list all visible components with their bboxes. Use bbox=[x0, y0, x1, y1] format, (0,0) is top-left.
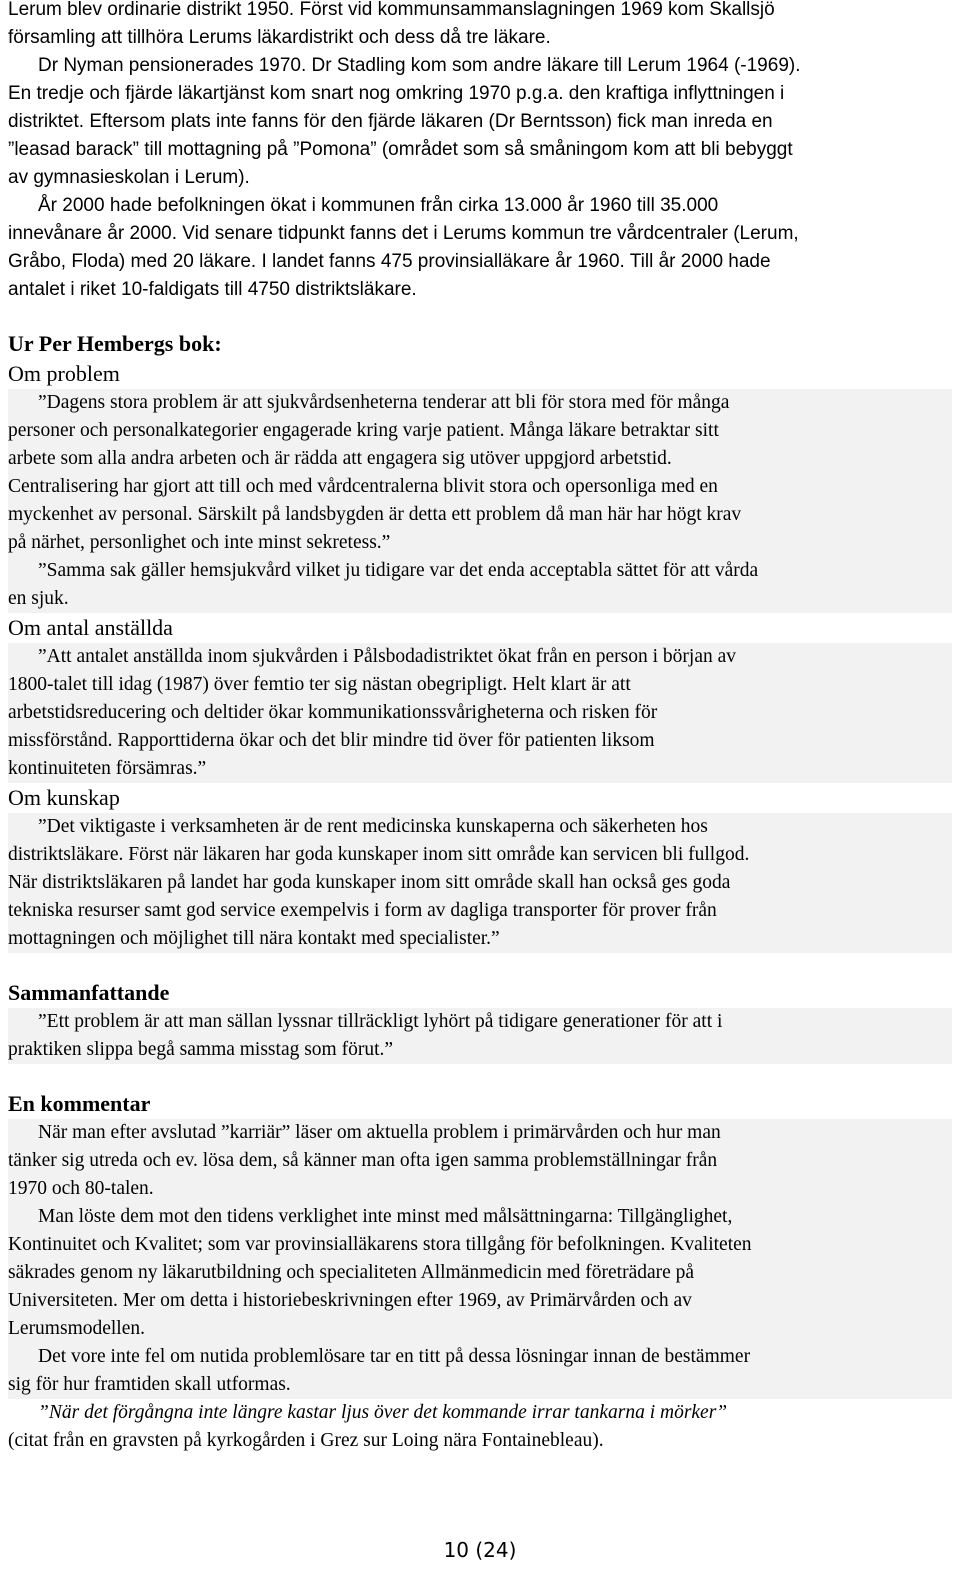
text-line: tänker sig utreda och ev. lösa dem, så känner man ofta igen samma problemställningar från bbox=[8, 1150, 718, 1171]
text-line: personer och personalkategorier engagerade kring varje patient. Många läkare betraktar sitt bbox=[8, 420, 719, 441]
text-line: ”Ett problem är att man sällan lyssnar tillräckligt lyhört på tidigare generationer för att i bbox=[38, 1011, 723, 1032]
text-line: En tredje och fjärde läkartjänst kom snart nog omkring 1970 p.g.a. den kraftiga inflyttningen i bbox=[8, 83, 785, 104]
section-heading: Sammanfattande bbox=[8, 980, 170, 1005]
section-heading: En kommentar bbox=[8, 1091, 151, 1116]
document-page bbox=[8, 0, 952, 1455]
text-line: antalet i riket 10-faldigats till 4750 distriktsläkare. bbox=[8, 279, 417, 300]
text-line: År 2000 hade befolkningen ökat i kommunen från cirka 13.000 år 1960 till 35.000 bbox=[38, 195, 719, 216]
text-line: När man efter avslutad ”karriär” läser om aktuella problem i primärvården och hur man bbox=[38, 1122, 721, 1143]
text-line: sig för hur framtiden skall utformas. bbox=[8, 1374, 291, 1395]
text-line: tekniska resurser samt god service exempelvis i form av dagliga transporter för prover från bbox=[8, 900, 717, 921]
subheading: Om kunskap bbox=[8, 785, 120, 810]
gravestone-quote: ”När det förgångna inte längre kastar ljus över det kommande irrar tankarna i mörker” bbox=[38, 1402, 728, 1423]
text-line: missförstånd. Rapporttiderna ökar och det blir mindre tid över för patienten liksom bbox=[8, 730, 655, 751]
text-line: Lerumsmodellen. bbox=[8, 1318, 146, 1339]
comment-block bbox=[8, 1119, 952, 1399]
text-line: Universiteten. Mer om detta i historiebeskrivningen efter 1969, av Primärvården och av bbox=[8, 1290, 692, 1311]
text-line: mottagningen och möjlighet till nära kontakt med specialister.” bbox=[8, 928, 500, 949]
text-span: distriktet. bbox=[8, 111, 85, 132]
text-span: Eftersom plats inte fanns för den fjärde läkaren (Dr Berntsson) fick man inreda en bbox=[89, 111, 773, 132]
quote-block bbox=[8, 389, 952, 613]
text-line: Kontinuitet och Kvalitet; som var provinsialläkarens stora tillgång för befolkningen. Kvaliteten bbox=[8, 1234, 752, 1255]
text-line: När distriktsläkaren på landet har goda kunskaper inom sitt område skall han också ges goda bbox=[8, 872, 731, 893]
hemberg-section bbox=[8, 329, 952, 953]
quote-citation: (citat från en gravsten på kyrkogården i Grez sur Loing nära Fontainebleau). bbox=[8, 1430, 604, 1451]
text-line: kontinuiteten försämras.” bbox=[8, 758, 207, 779]
page-number: 10 (24) bbox=[443, 1538, 517, 1562]
quote-block bbox=[8, 1008, 952, 1064]
text-line: säkrades genom ny läkarutbildning och specialiteten Allmänmedicin med företrädare på bbox=[8, 1262, 695, 1283]
text-line: innevånare år 2000. Vid senare tidpunkt fanns det i Lerums kommun tre vårdcentraler (Lerum, bbox=[8, 223, 799, 244]
subheading: Om antal anställda bbox=[8, 615, 173, 640]
text-line: Man löste dem mot den tidens verklighet inte minst med målsättningarna: Tillgänglighet, bbox=[38, 1206, 733, 1227]
quote-block bbox=[8, 643, 952, 783]
text-line: ”Att antalet anställda inom sjukvården i Pålsbodadistriktet ökat från en person i början av bbox=[38, 646, 737, 667]
text-line: 1970 och 80-talen. bbox=[8, 1178, 154, 1199]
text-line: arbete som alla andra arbeten och är rädda att engagera sig utöver uppgjord arbetstid. bbox=[8, 448, 672, 469]
subheading: Om problem bbox=[8, 361, 120, 386]
text-line: myckenhet av personal. Särskilt på landsbygden är detta ett problem då man här har högt krav bbox=[8, 504, 742, 525]
text-line: Centralisering har gjort att till och med vårdcentralerna blivit stora och opersonliga med en bbox=[8, 476, 718, 497]
text-line bbox=[8, 108, 952, 136]
text-line: på närhet, personlighet och inte minst sekretess.” bbox=[8, 532, 391, 553]
text-line: ”Samma sak gäller hemsjukvård vilket ju tidigare var det enda acceptabla sättet för att vårda bbox=[38, 560, 759, 581]
text-line: ”Det viktigaste i verksamheten är de rent medicinska kunskaperna och säkerheten hos bbox=[38, 816, 708, 837]
text-line: ”Dagens stora problem är att sjukvårdsenheterna tenderar att bli för stora med för många bbox=[38, 392, 730, 413]
text-line: församling att tillhöra Lerums läkardistrikt och dess då tre läkare. bbox=[8, 27, 551, 48]
text-line: praktiken slippa begå samma misstag som förut.” bbox=[8, 1039, 394, 1060]
summary-section bbox=[8, 978, 952, 1064]
section-heading: Ur Per Hembergs bok: bbox=[8, 331, 222, 356]
text-line: arbetstidsreducering och deltider ökar kommunikationssvårigheterna och risken för bbox=[8, 702, 658, 723]
text-line: distriktsläkare. Först när läkaren har goda kunskaper inom sitt område kan servicen bli fullgod. bbox=[8, 844, 750, 865]
text-line: ”leasad barack” till mottagning på ”Pomona” (området som så småningom kom att bli bebyggt bbox=[8, 139, 793, 160]
comment-section bbox=[8, 1089, 952, 1455]
text-line: Gråbo, Floda) med 20 läkare. I landet fanns 475 provinsialläkare år 1960. Till år 2000 hade bbox=[8, 251, 771, 272]
text-line: en sjuk. bbox=[8, 588, 69, 609]
text-line: Dr Nyman pensionerades 1970. Dr Stadling kom som andre läkare till Lerum 1964 (-1969). bbox=[38, 55, 801, 76]
quote-block bbox=[8, 813, 952, 953]
text-line: 1800-talet till idag (1987) över femtio ter sig nästan obegripligt. Helt klart är att bbox=[8, 674, 631, 695]
text-line: av gymnasieskolan i Lerum). bbox=[8, 167, 250, 188]
text-line: Det vore inte fel om nutida problemlösare tar en titt på dessa lösningar innan de bestämmer bbox=[38, 1346, 751, 1367]
intro-section bbox=[8, 0, 952, 304]
text-line: Lerum blev ordinarie distrikt 1950. Först vid kommunsammanslagningen 1969 kom Skallsjö bbox=[8, 0, 775, 20]
